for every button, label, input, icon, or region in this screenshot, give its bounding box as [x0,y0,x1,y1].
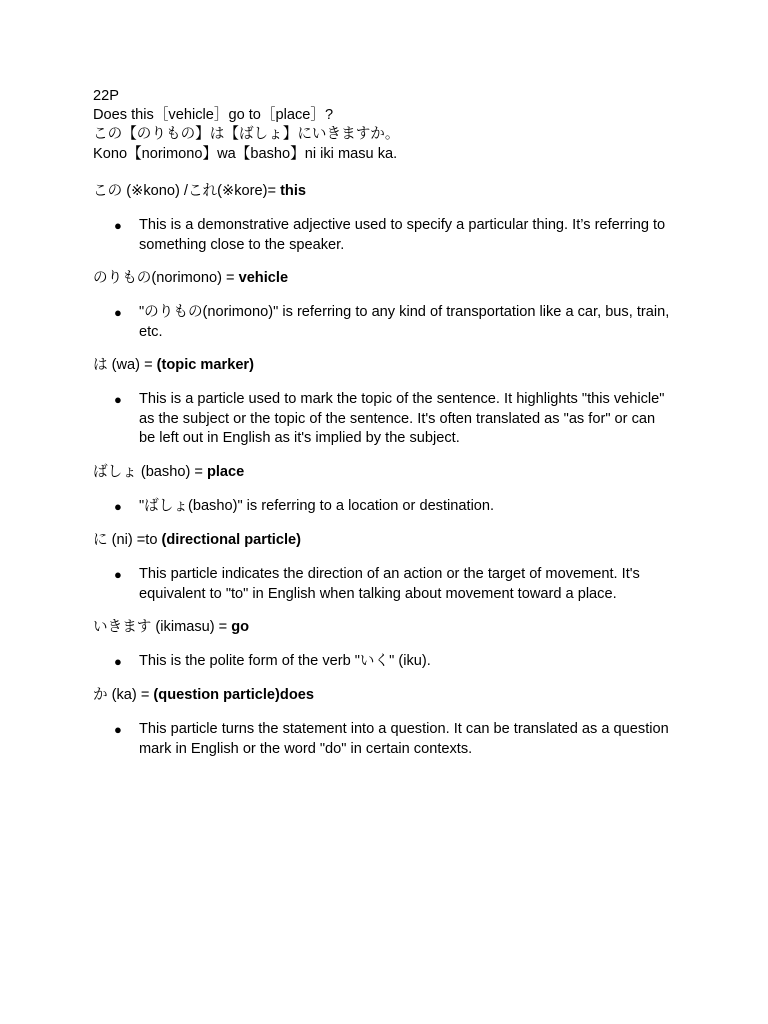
term-meaning: vehicle [238,270,289,286]
term-meaning: (question particle)does [153,687,314,703]
list-item [114,565,674,604]
bullet-icon: ● [114,654,122,669]
term-explanation: This is the polite form of the verb "いく" (iku). [139,653,431,669]
term-explanation: This is a particle used to mark the topic of the sentence. It highlights "this vehicle" as the subject or the topic of the sentence. It's often translated as "as for" or can be left out in English as it's implied by the subject. [139,391,665,446]
term-prefix: いきます (ikimasu) = [93,619,232,635]
romaji-sentence: Kono【norimono】wa【basho】ni iki masu ka. [93,146,398,162]
list-item [114,720,674,759]
term-norimono [93,269,288,288]
japanese-sentence: この【のりもの】は【ばしょ】にいきますか。 [93,126,400,142]
term-meaning: (directional particle) [161,532,302,548]
term-wa [93,356,254,375]
list-item [114,216,674,255]
term-ka [93,686,314,705]
term-prefix: は (wa) = [93,357,157,373]
page-label: 22P [93,88,119,104]
english-sentence: Does this［vehicle］go to［place］? [93,107,334,123]
term-explanation: This particle indicates the direction of an action or the target of movement. It's equivalent to "to" in English when talking about movement toward a place. [139,566,640,602]
term-prefix: のりもの(norimono) = [93,270,239,286]
term-prefix: に (ni) =to [93,532,162,548]
term-basho [93,463,244,482]
term-ni [93,531,301,550]
bullet-icon: ● [114,567,122,582]
term-explanation: This is a demonstrative adjective used to specify a particular thing. It’s referring to something close to the speaker. [139,217,666,253]
list-item [114,652,674,672]
bullet-icon: ● [114,218,122,233]
term-meaning: (topic marker) [156,357,254,373]
bullet-icon: ● [114,392,122,407]
term-prefix: この (※kono) /これ(※kore)= [93,183,281,199]
term-prefix: ばしょ (basho) = [93,464,207,480]
term-kono [93,182,306,201]
bullet-icon: ● [114,499,122,514]
term-explanation: "ばしょ(basho)" is referring to a location or destination. [139,498,495,514]
term-prefix: か (ka) = [93,687,154,703]
term-explanation: This particle turns the statement into a question. It can be translated as a question mark in English or the word "do" in certain contexts. [139,721,669,757]
term-ikimasu [93,618,249,637]
list-item [114,390,674,449]
bullet-icon: ● [114,722,122,737]
term-explanation: "のりもの(norimono)" is referring to any kind of transportation like a car, bus, train, etc. [139,304,670,340]
term-meaning: place [206,464,245,480]
term-meaning: go [231,619,250,635]
term-meaning: this [280,183,307,199]
list-item [114,497,674,517]
bullet-icon: ● [114,305,122,320]
list-item [114,303,674,342]
